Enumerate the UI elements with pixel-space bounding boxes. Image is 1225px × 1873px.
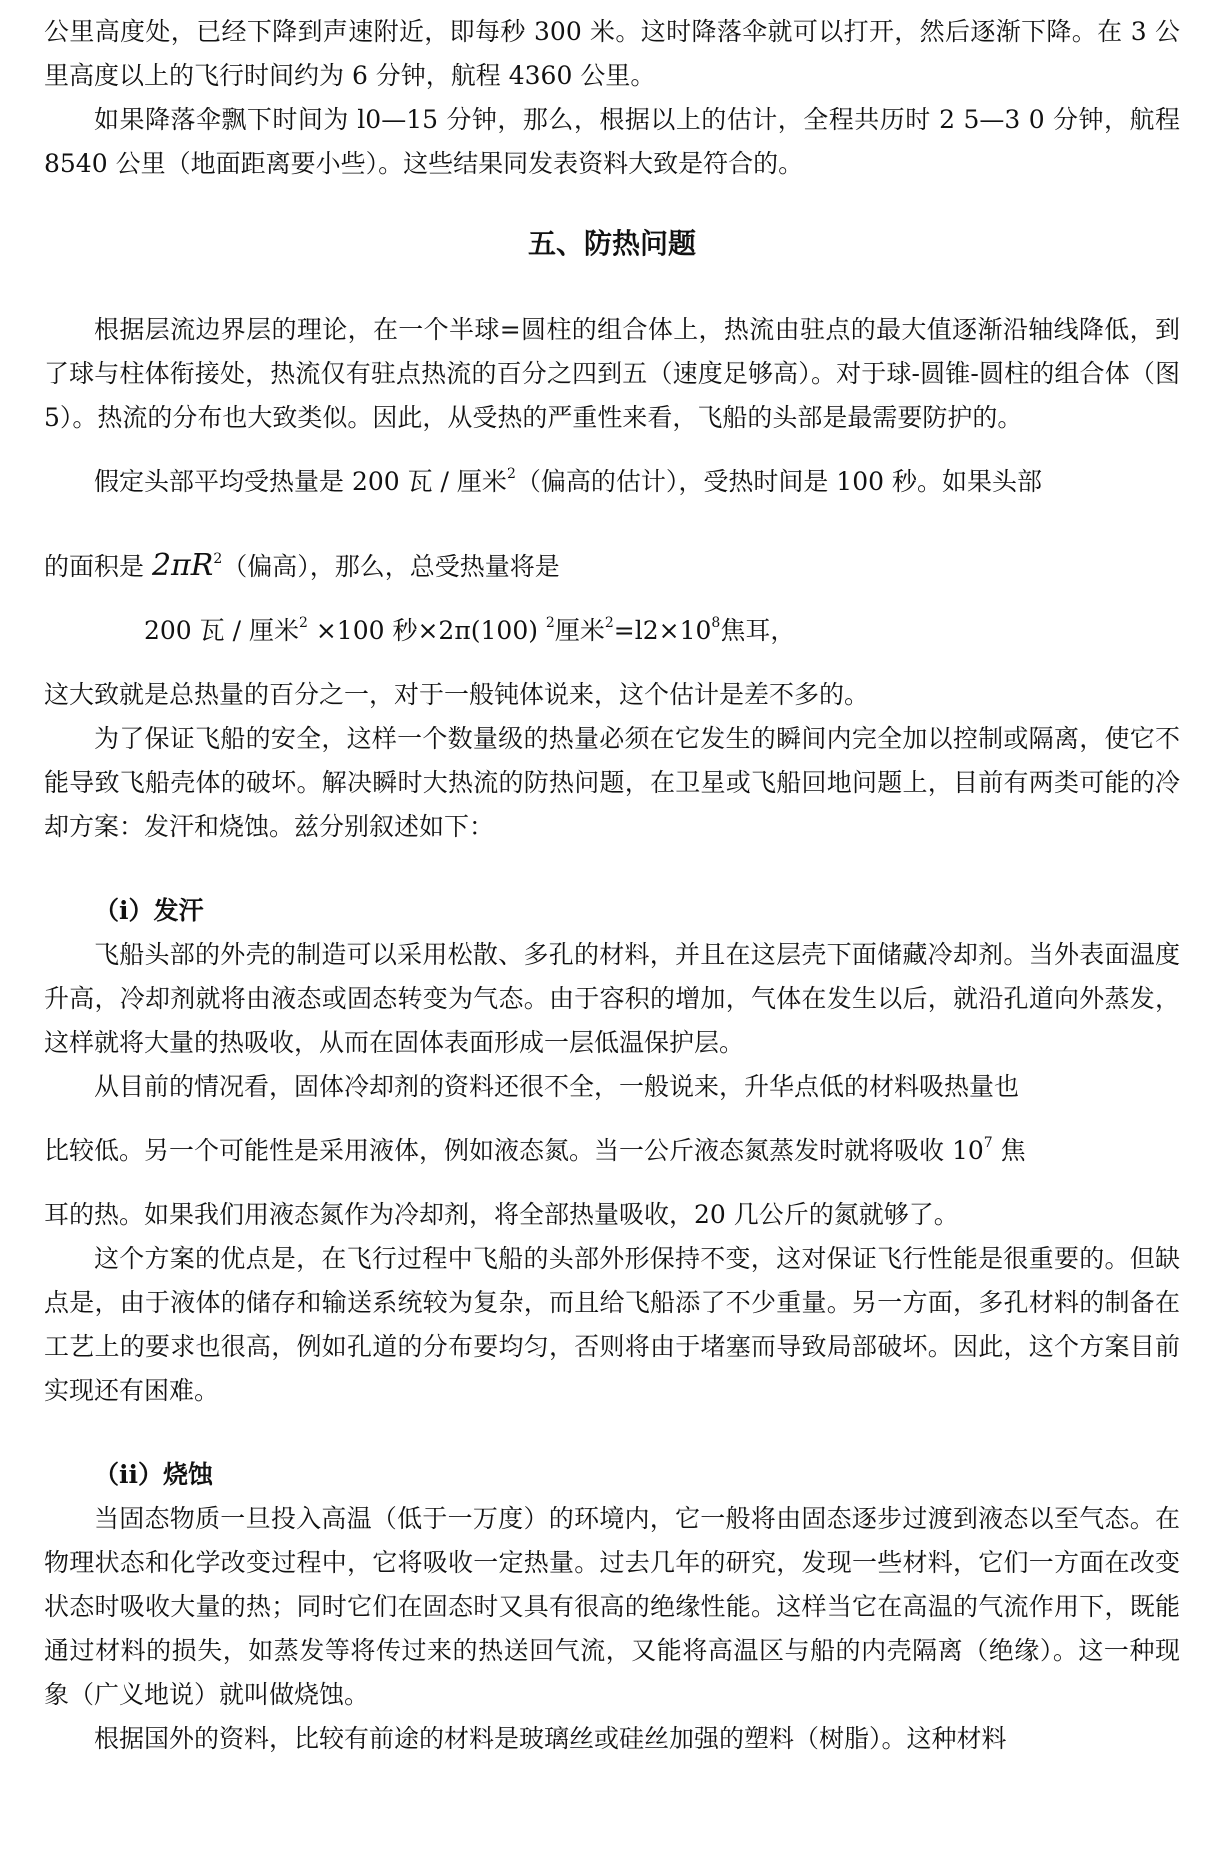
paragraph: 这大致就是总热量的百分之一，对于一般钝体说来，这个估计是差不多的。 <box>44 680 870 709</box>
document-page <box>44 10 1180 1761</box>
paragraph: 公里高度处，已经下降到声速附近，即每秒 300 米。这时降落伞就可以打开，然后逐渐下降。在 3 公里高度以上的飞行时间约为 6 分钟，航程 4360 公里。 <box>44 17 1180 90</box>
subsection-heading: （i）发汗 <box>94 896 204 925</box>
paragraph: 如果降落伞飘下时间为 l0—15 分钟，那么，根据以上的估计，全程共历时 2 5—3 0 分钟，航程 8540 公里（地面距离要小些）。这些结果同发表资料大致是符合的。 <box>44 105 1180 178</box>
formula: 200 瓦 / 厘米$^2$ ×100 秒×2π(100) $^2$厘米$^2=l2\times 10^8$焦耳， <box>144 615 796 645</box>
paragraph: 耳的热。如果我们用液态氮作为冷却剂，将全部热量吸收，20 几公斤的氮就够了。 <box>44 1200 959 1229</box>
paragraph: 比较低。另一个可能性是采用液体，例如液态氮。当一公斤液态氮蒸发时就将吸收 $10^7$ 焦 <box>44 1135 1026 1165</box>
paragraph: 的面积是 $2\pi R^2$（偏高），那么，总受热量将是 <box>44 548 560 583</box>
paragraph: 为了保证飞船的安全，这样一个数量级的热量必须在它发生的瞬间内完全加以控制或隔离，使它不能导致飞船壳体的破坏。解决瞬时大热流的防热问题，在卫星或飞船回地问题上，目前有两类可能的冷却方案：发汗和烧蚀。兹分别叙述如下： <box>44 724 1180 841</box>
paragraph: 这个方案的优点是，在飞行过程中飞船的头部外形保持不变，这对保证飞行性能是很重要的。但缺点是，由于液体的储存和输送系统较为复杂，而且给飞船添了不少重量。另一方面，多孔材料的制备在工艺上的要求也很高，例如孔道的分布要均匀，否则将由于堵塞而导致局部破坏。因此，这个方案目前实现还有困难。 <box>44 1244 1180 1405</box>
paragraph: 飞船头部的外壳的制造可以采用松散、多孔的材料，并且在这层壳下面储藏冷却剂。当外表面温度升高，冷却剂就将由液态或固态转变为气态。由于容积的增加，气体在发生以后，就沿孔道向外蒸发，这样就将大量的热吸收，从而在固体表面形成一层低温保护层。 <box>44 940 1180 1057</box>
paragraph: 假定头部平均受热量是 200 瓦 / 厘米$^2$（偏高的估计），受热时间是 100 秒。如果头部 <box>94 466 1042 496</box>
paragraph: 当固态物质一旦投入高温（低于一万度）的环境内，它一般将由固态逐步过渡到液态以至气态。在物理状态和化学改变过程中，它将吸收一定热量。过去几年的研究，发现一些材料，它们一方面在改变状态时吸收大量的热；同时它们在固态时又具有很高的绝缘性能。这样当它在高温的气流作用下，既能通过材料的损失，如蒸发等将传过来的热送回气流，又能将高温区与船的内壳隔离（绝缘）。这一种现象（广义地说）就叫做烧蚀。 <box>44 1504 1180 1709</box>
math-expression: 2πR <box>151 548 214 583</box>
paragraph: 根据层流边界层的理论，在一个半球=圆柱的组合体上，热流由驻点的最大值逐渐沿轴线降低，到了球与柱体衔接处，热流仅有驻点热流的百分之四到五（速度足够高）。对于球-圆锥-圆柱的组合体（图 5）。热流的分布也大致类似。因此，从受热的严重性来看，飞船的头部是最需要防护的。 <box>44 315 1180 432</box>
paragraph: 从目前的情况看，固体冷却剂的资料还很不全，一般说来，升华点低的材料吸热量也 <box>94 1072 1020 1101</box>
paragraph: 根据国外的资料，比较有前途的材料是玻璃丝或硅丝加强的塑料（树脂）。这种材料 <box>94 1724 1007 1753</box>
subsection-heading: （ii）烧蚀 <box>94 1460 213 1489</box>
section-title: 五、防热问题 <box>527 227 696 260</box>
